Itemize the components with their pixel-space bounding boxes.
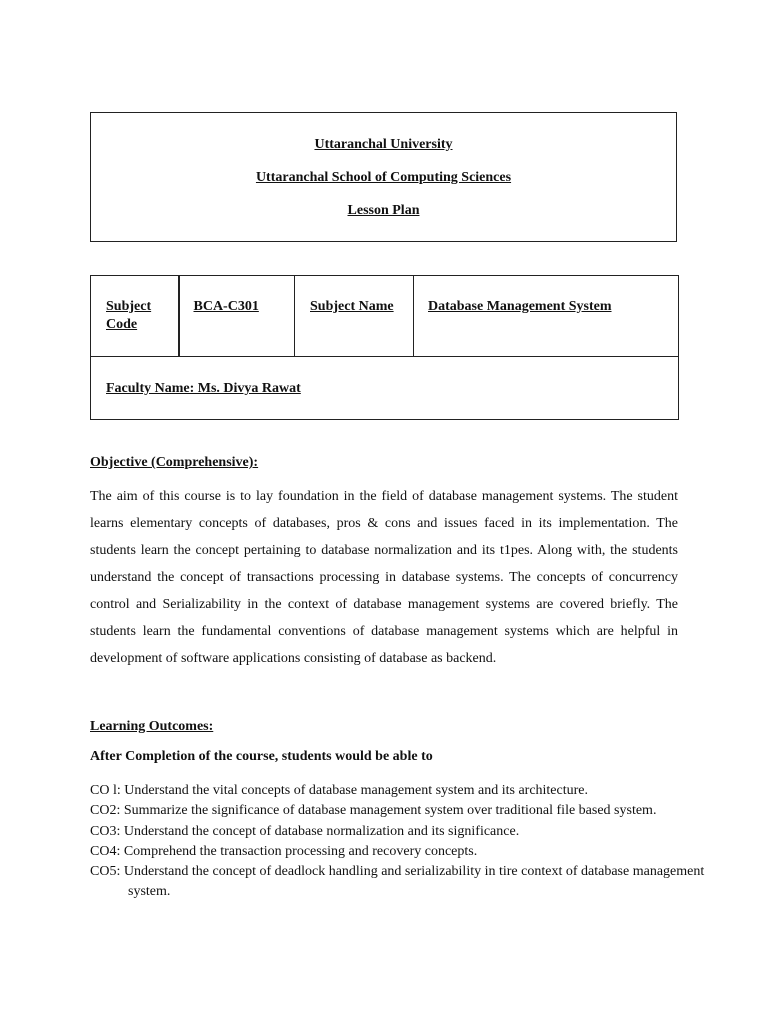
learning-outcomes-heading: Learning Outcomes:	[90, 719, 214, 734]
course-outcome-item: CO2: Summarize the significance of database management system over traditional file based system.	[90, 803, 657, 819]
learning-outcomes-intro: After Completion of the course, students would be able to	[90, 749, 433, 764]
subject-code-label: Subject Code	[91, 276, 179, 357]
course-outcome-item: CO5: Understand the concept of deadlock handling and serializability in tire context of database management system.	[90, 864, 705, 900]
header-box	[90, 112, 677, 242]
faculty-row	[91, 357, 679, 420]
course-outcomes-list	[90, 781, 705, 903]
objective-heading: Objective (Comprehensive):	[90, 455, 259, 470]
course-outcome-item: CO3: Understand the concept of database normalization and its significance.	[90, 823, 520, 839]
school-title: Uttaranchal School of Computing Sciences	[255, 170, 512, 185]
objective-body: The aim of this course is to lay foundation in the field of database management systems. The student learns elementary concepts of databases, pros & cons and issues faced in its implementation. The students learn the concept pertaining to database normalization and its t1pes. Along with, the students understand the concept of transactions processing in database systems. The concepts of concurrency control and Serializability in the context of database management systems are covered briefly. The students learn the fundamental conventions of database management systems which are helpful in development of software applications consisting of database as backend.	[90, 489, 678, 666]
subject-code-value: BCA-C301	[179, 276, 295, 357]
document-type: Lesson Plan	[347, 203, 420, 218]
subject-name-label: Subject Name	[295, 276, 414, 357]
course-outcome-item: CO l: Understand the vital concepts of database management system and its architecture.	[90, 783, 589, 798]
course-outcome-item: CO4: Comprehend the transaction processing and recovery concepts.	[90, 843, 478, 859]
subject-name-value: Database Management System	[414, 276, 679, 357]
subject-info-table	[90, 275, 679, 420]
university-title: Uttaranchal University	[314, 137, 453, 152]
subject-row	[91, 276, 679, 357]
faculty-name: Faculty Name: Ms. Divya Rawat	[91, 357, 679, 420]
